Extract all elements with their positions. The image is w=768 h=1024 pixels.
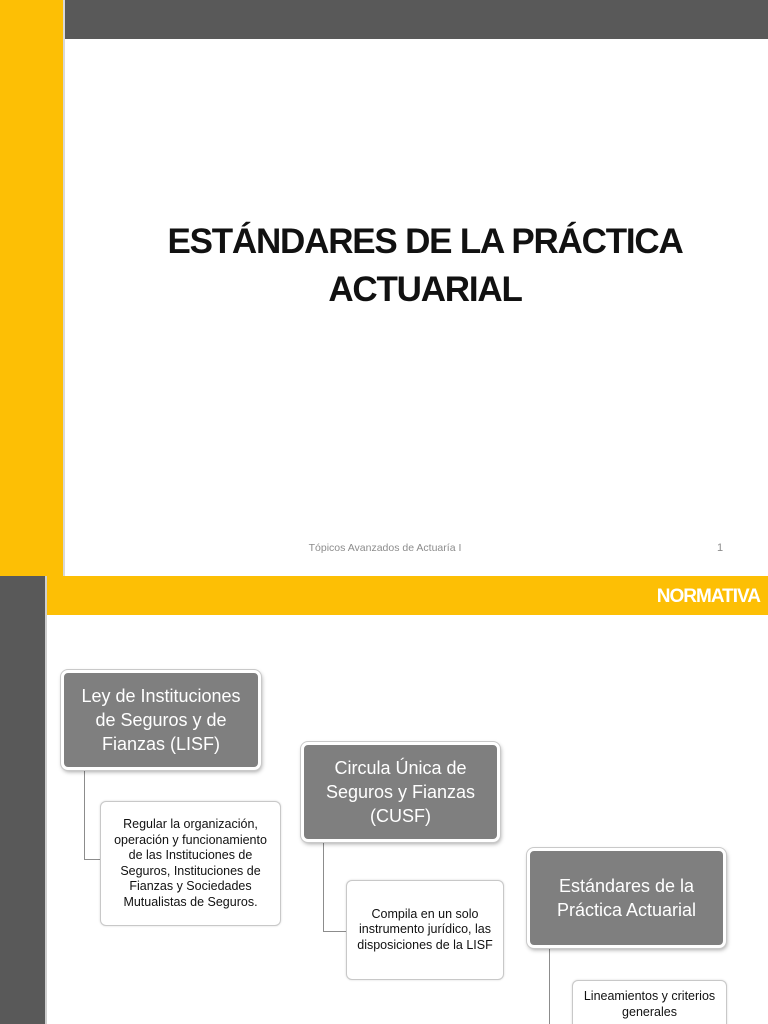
slide1-divider — [63, 0, 65, 576]
slide1-title-line2: ACTUARIAL — [328, 270, 522, 309]
cusf-description — [346, 880, 504, 980]
slide2-divider — [45, 576, 47, 1024]
connector-cusf — [323, 842, 348, 932]
slide2-heading: NORMATIVA — [656, 586, 760, 607]
lisf-description-text: Regular la organización, operación y funcionamiento de las Instituciones de Seguros, Instituciones de Fianzas y Sociedades Mutualistas de Seguros. — [114, 817, 267, 909]
estandares-description — [572, 980, 727, 1024]
estandares-description-text: Lineamientos y criterios generales — [583, 989, 716, 1019]
cusf-title: Circula Única de Seguros y Fianzas (CUSF) — [325, 758, 476, 826]
slide2-top-bar — [47, 576, 768, 615]
slide1-top-bar — [65, 0, 768, 39]
slide1-left-accent-bar — [0, 0, 63, 576]
lisf-box — [61, 670, 261, 770]
slide-normativa — [0, 576, 768, 1024]
cusf-description-text: Compila en un solo instrumento jurídico, las disposiciones de la LISF — [357, 906, 493, 952]
slide1-page-number: 1 — [716, 542, 724, 554]
lisf-title: Ley de Instituciones de Seguros y de Fianzas (LISF) — [81, 686, 241, 754]
estandares-box — [527, 848, 726, 948]
connector-estandares — [549, 948, 574, 1024]
slide1-footer: Tópicos Avanzados de Actuaría I — [308, 542, 462, 554]
cusf-box — [301, 742, 500, 842]
estandares-title: Estándares de la Práctica Actuarial — [556, 876, 697, 920]
lisf-description — [100, 801, 281, 926]
slide1-title — [120, 218, 730, 314]
slide2-left-bar — [0, 576, 45, 1024]
slide1-title-line1: ESTÁNDARES DE LA PRÁCTICA — [167, 222, 683, 261]
